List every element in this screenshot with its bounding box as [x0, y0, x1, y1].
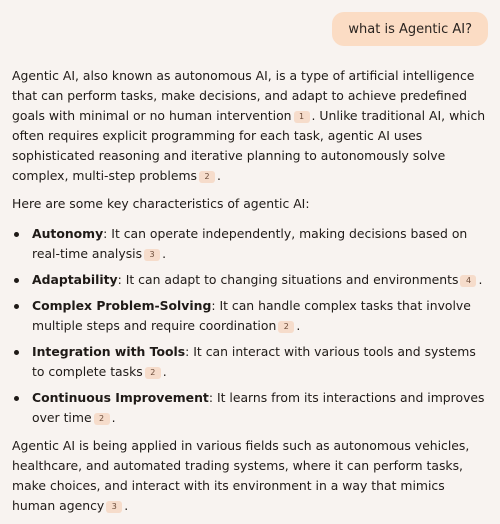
list-item-end: . [162, 246, 167, 261]
response-paragraph-applications [12, 436, 490, 516]
characteristics-intro: Here are some key characteristics of agentic AI: [12, 196, 310, 211]
citation-badge[interactable]: 2 [145, 367, 161, 379]
list-item-text: : It can interact with various tools and systems to complete tasks [32, 344, 476, 379]
citation-badge[interactable]: 3 [106, 501, 122, 513]
citation-badge[interactable]: 2 [199, 171, 215, 183]
characteristics-list [12, 224, 490, 428]
paragraph-text: . [217, 168, 221, 183]
list-item-term: Autonomy [32, 226, 104, 241]
paragraph-text: Agentic AI, also known as autonomous AI, is a type of artificial intelligence that can perform tasks, make decisions, and adapt to achieve predefined goals with minimal or no human intervention [12, 68, 475, 123]
list-item-autonomy [12, 224, 490, 264]
list-item-end: . [162, 364, 167, 379]
citation-badge[interactable]: 1 [294, 111, 310, 123]
list-item-text: : It can adapt to changing situations and environments [117, 272, 459, 287]
list-item-term: Integration with Tools [32, 344, 186, 359]
bullet-icon [14, 232, 19, 237]
citation-badge[interactable]: 3 [144, 249, 160, 261]
paragraph-text: . Unlike traditional AI, which often requires explicit programming for each task, agentic AI uses sophisticated reasoning and iterative planning to autonomously solve complex, multi-step problems [12, 108, 486, 183]
list-item-continuous-improvement [12, 388, 490, 428]
bullet-icon [14, 304, 19, 309]
bullet-icon [14, 350, 19, 355]
list-item-end: . [111, 410, 116, 425]
list-item-term: Complex Problem-Solving [32, 298, 212, 313]
citation-badge[interactable]: 2 [94, 413, 110, 425]
bullet-icon [14, 278, 19, 283]
list-item-term: Continuous Improvement [32, 390, 209, 405]
assistant-response [12, 66, 490, 524]
user-message-text: what is Agentic AI? [348, 21, 472, 37]
list-item-adaptability [12, 270, 490, 290]
response-paragraph-intro [12, 66, 490, 186]
paragraph-end: . [124, 498, 129, 513]
list-item-term: Adaptability [32, 272, 118, 287]
citation-badge[interactable]: 4 [460, 275, 476, 287]
list-item-end: . [478, 272, 483, 287]
list-item-text: : It learns from its interactions and improves over time [32, 390, 485, 425]
list-item-text: : It can handle complex tasks that involve multiple steps and require coordination [32, 298, 471, 333]
list-item-integration-with-tools [12, 342, 490, 382]
list-item-complex-problem-solving [12, 296, 490, 336]
citation-badge[interactable]: 2 [278, 321, 294, 333]
bullet-icon [14, 396, 19, 401]
list-item-text: : It can operate independently, making decisions based on real-time analysis [32, 226, 468, 261]
paragraph-text: Agentic AI is being applied in various fields such as autonomous vehicles, healthcare, and automated trading systems, where it can perform tasks, make choices, and interact with its environment in a way that mimics human agency [12, 438, 470, 513]
user-message-bubble [332, 12, 488, 46]
list-item-end: . [296, 318, 301, 333]
